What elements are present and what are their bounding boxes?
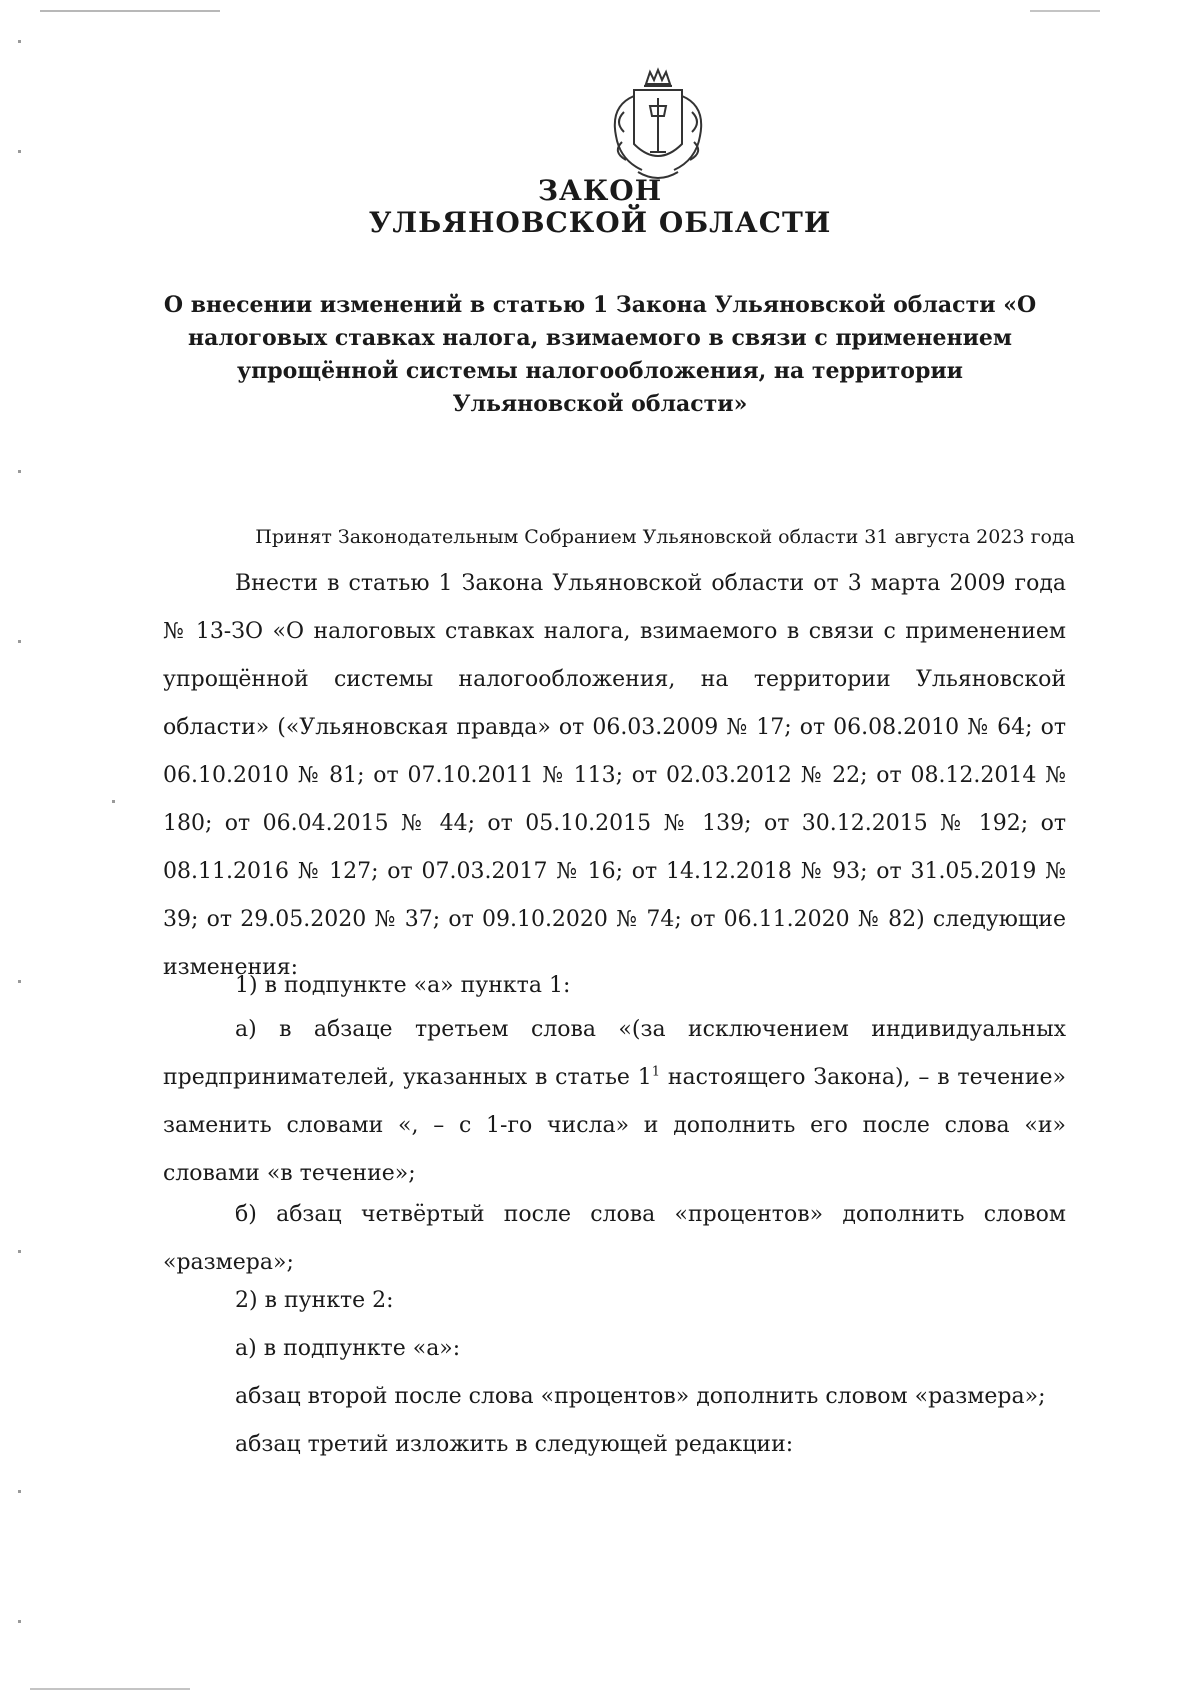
item-2a-line-1: абзац второй после слова «процентов» дополнить словом «размера»; [235, 1384, 1046, 1409]
item-1a-text-rest: настоящего Закона), – в течение» заменить словами «, – с 1-го числа» и дополнить его после слова «и» словами «в течение»; [163, 1065, 1066, 1186]
scan-edge-line [1030, 10, 1100, 12]
scan-speck [18, 640, 21, 643]
scan-speck [112, 800, 115, 803]
scan-speck [18, 1620, 21, 1623]
law-title: ЗАКОН [537, 174, 663, 207]
scan-speck [18, 40, 21, 43]
intro-paragraph: Внести в статью 1 Закона Ульяновской области от 3 марта 2009 года № 13-ЗО «О налоговых ставках налога, взимаемого в связи с применением упрощённой системы налогообложения, на территории Ульяновской области» («Ульяновская правда» от 06.03.2009 № 17; от 06.08.2010 № 64; от 06.10.2010 № 81; от 07.10.2011 № 113; от 02.03.2012 № 22; от 08.12.2014 № 180; от 06.04.2015 № 44; от 05.10.2015 № 139; от 30.12.2015 № 192; от 08.11.2016 № 127; от 07.03.2017 № 16; от 14.12.2018 № 93; от 31.05.2019 № 39; от 29.05.2020 № 37; от 09.10.2020 № 74; от 06.11.2020 № 82) следующие изменения: [163, 571, 1066, 980]
scan-speck [18, 980, 21, 983]
scan-speck [18, 150, 21, 153]
item-2a: а) в подпункте «а»: [235, 1336, 461, 1361]
scan-speck [18, 470, 21, 473]
item-1a [163, 1006, 1066, 1198]
item-1a-text: а) в абзаце третьем слова «(за исключением индивидуальных предпринимателей, указанных в статье 1 [163, 1017, 1066, 1090]
scan-edge-line [30, 1688, 190, 1690]
item-1: 1) в подпункте «а» пункта 1: [235, 973, 571, 998]
law-region-title: УЛЬЯНОВСКОЙ ОБЛАСТИ [368, 206, 832, 239]
scan-speck [18, 1490, 21, 1493]
coat-of-arms-emblem [594, 66, 722, 186]
item-1a-superscript: 1 [651, 1064, 661, 1080]
item-2: 2) в пункте 2: [235, 1288, 394, 1313]
law-subject: О внесении изменений в статью 1 Закона Ульяновской области «О налоговых ставках налога, взимаемого в связи с применением упрощённой системы налогообложения, на территории Ульяновской области» [163, 292, 1037, 417]
adoption-line: Принят Законодательным Собранием Ульяновской области 31 августа 2023 года [255, 526, 1075, 548]
scan-edge-line [40, 10, 220, 12]
item-2a-line-2: абзац третий изложить в следующей редакции: [235, 1432, 794, 1457]
item-1b: б) абзац четвёртый после слова «процентов» дополнить словом «размера»; [163, 1202, 1066, 1275]
scan-speck [18, 1250, 21, 1253]
